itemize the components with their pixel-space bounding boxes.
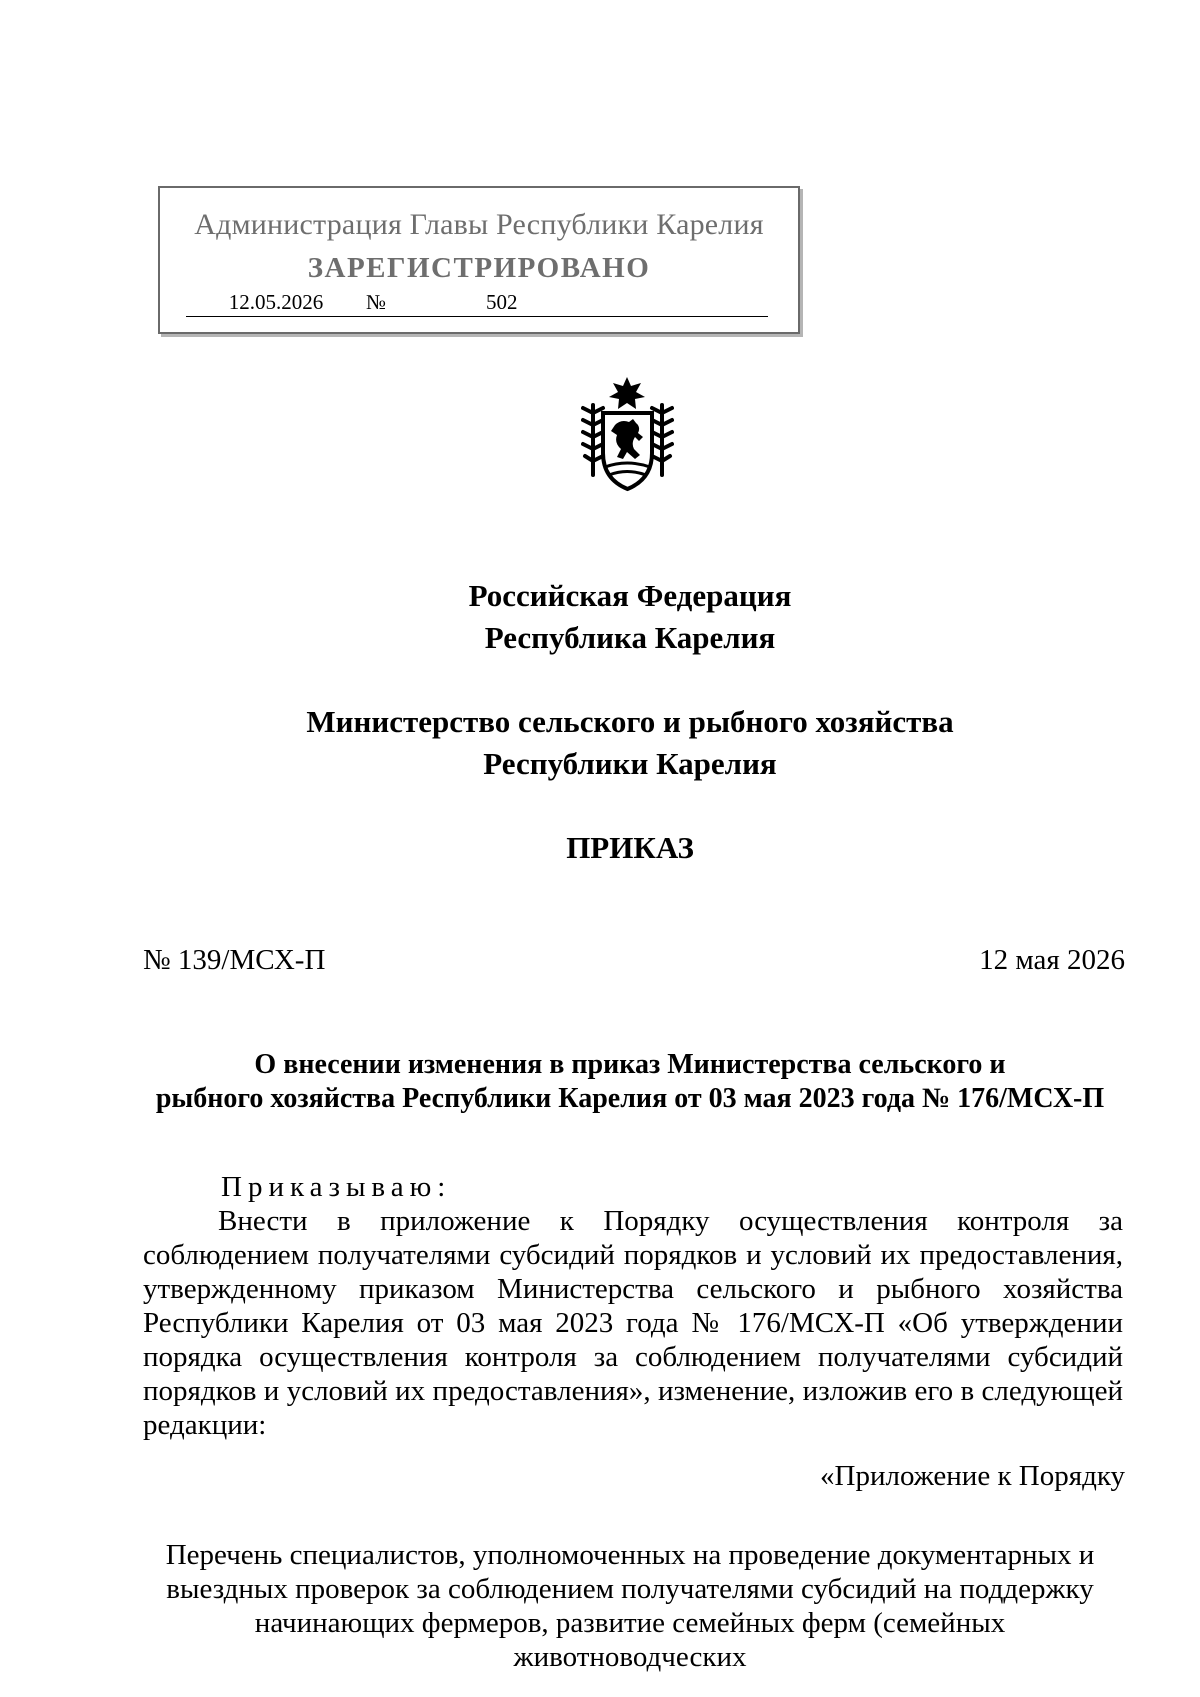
annex-heading-line1: Перечень специалистов, уполномоченных на проведение документарных и [165, 1539, 1095, 1571]
stamp-number-sign: № [366, 288, 396, 317]
stamp-status: ЗАРЕГИСТРИРОВАНО [307, 252, 651, 284]
annex-heading-line2: выездных проверок за соблюдением получателями субсидий на поддержку [166, 1573, 1094, 1605]
order-title [130, 1048, 1130, 1116]
ministry-heading-line1: Министерство сельского и рыбного хозяйства [306, 704, 954, 739]
annex-heading-line3: начинающих фермеров, развитие семейных ферм (семейных животноводческих [254, 1607, 1006, 1673]
annex-heading [140, 1538, 1120, 1674]
registration-stamp [158, 186, 800, 334]
order-title-line2: рыбного хозяйства Республики Карелия от 03 мая 2023 года № 176/МСХ-П [155, 1083, 1105, 1114]
stamp-organization: Администрация Главы Республики Карелия [194, 208, 764, 241]
order-paragraph: Внести в приложение к Порядку осуществления контроля за соблюдением получателями субсидий порядков и условий их предоставления, утвержденному приказом Министерства сельского и рыбного хозяйства Республики Карелия от 03 мая 2023 года № 176/МСХ-П «Об утверждении порядка осуществления контроля за соблюдением получателями субсидий порядков и условий их предоставления», изменение, изложив его в следующей редакции: [143, 1205, 1123, 1441]
stamp-number: 502 [396, 288, 768, 317]
country-heading: Российская Федерация [468, 578, 792, 613]
order-body [143, 1170, 1123, 1442]
stamp-date: 12.05.2026 [186, 288, 366, 317]
order-date: 12 мая 2026 [979, 944, 1125, 976]
ministry-heading-line2: Республики Карелия [483, 746, 777, 781]
order-word: Приказываю: [221, 1171, 452, 1203]
order-number: № 139/МСХ-П [143, 944, 326, 976]
karelia-coat-of-arms-icon [581, 375, 674, 493]
document-type: ПРИКАЗ [566, 830, 694, 865]
order-title-line1: О внесении изменения в приказ Министерства сельского и [254, 1049, 1006, 1080]
annex-reference: «Приложение к Порядку [820, 1460, 1125, 1492]
republic-heading: Республика Карелия [484, 620, 776, 655]
